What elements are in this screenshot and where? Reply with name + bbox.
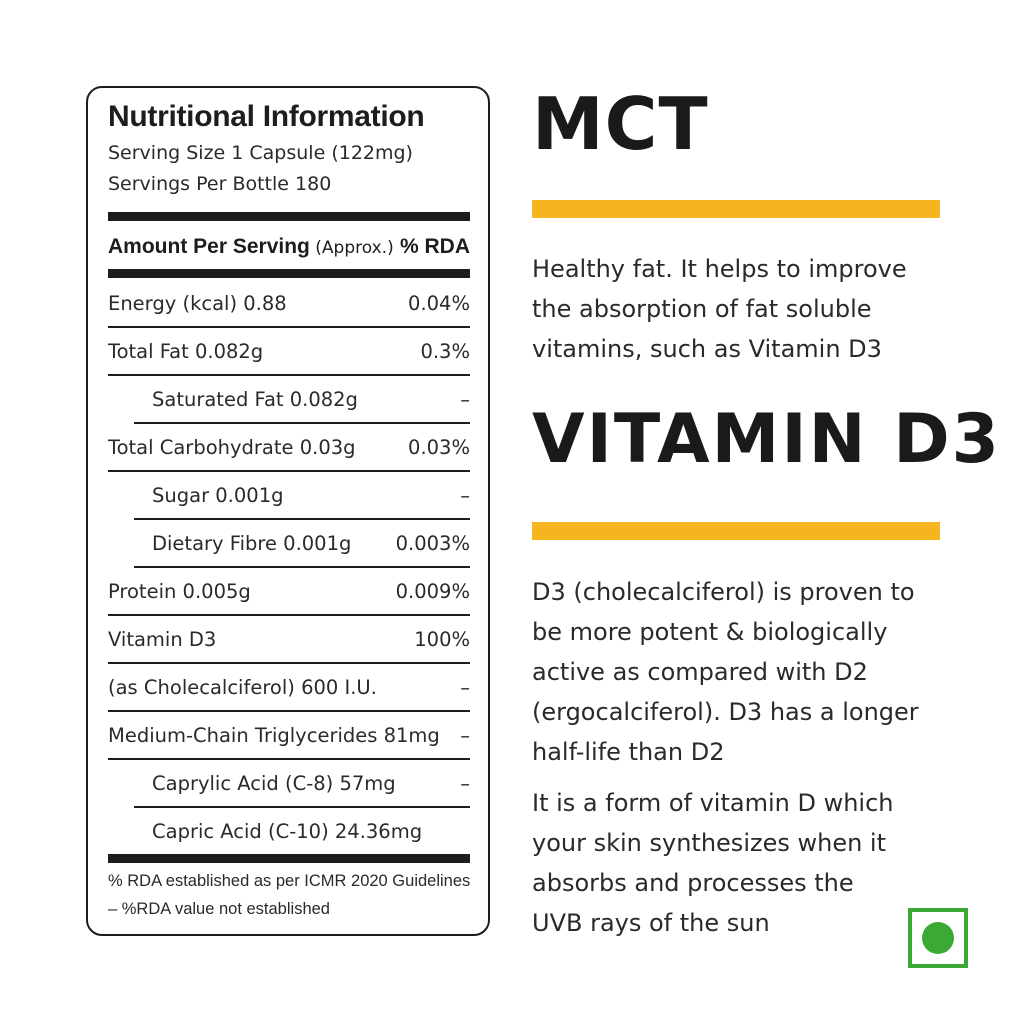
nutrient-label: Energy (kcal) 0.88: [108, 291, 287, 315]
nutrient-row-saturated-fat: [134, 376, 470, 424]
nutrient-rda: –: [460, 723, 470, 747]
nutrient-label: Saturated Fat 0.082g: [152, 387, 358, 411]
mct-heading: MCT: [532, 82, 709, 166]
d3-line: D3 (cholecalciferol) is proven to: [532, 578, 915, 606]
servings-per-bottle: Servings Per Bottle 180: [108, 173, 332, 195]
nutrient-rda: –: [460, 483, 470, 507]
thick-divider-bottom: [108, 854, 470, 863]
mct-accent-bar: [532, 200, 940, 218]
vitamin-d3-heading: VITAMIN D3: [532, 400, 1001, 479]
serving-size: Serving Size 1 Capsule (122mg): [108, 142, 413, 164]
nutrient-row-capric-acid: [134, 808, 470, 854]
nutrient-label: (as Cholecalciferol) 600 I.U.: [108, 675, 377, 699]
d3-line: be more potent & biologically: [532, 618, 888, 646]
nutrient-label: Total Fat 0.082g: [108, 339, 264, 363]
mct-line: the absorption of fat soluble: [532, 295, 872, 323]
nutrient-label: Medium-Chain Triglycerides 81mg: [108, 723, 440, 747]
nutrient-rda: –: [460, 771, 470, 795]
nutrient-label: Capric Acid (C-10) 24.36mg: [152, 819, 423, 843]
footnote-rda-not-established: – %RDA value not established: [108, 900, 330, 918]
nutrient-row-sugar: [134, 472, 470, 520]
nutrient-row-mct: [108, 712, 470, 760]
nutrient-label: Caprylic Acid (C-8) 57mg: [152, 771, 396, 795]
nutrient-rows: [108, 280, 470, 854]
mct-description: [532, 249, 952, 369]
nutrient-row-energy: [108, 280, 470, 328]
nutrient-label: Vitamin D3: [108, 627, 217, 651]
d3-line: half-life than D2: [532, 738, 725, 766]
footnote-rda-guidelines: % RDA established as per ICMR 2020 Guidelines: [108, 872, 471, 890]
header-amount-per-serving: Amount Per Serving: [108, 235, 310, 258]
nutrient-rda: 0.009%: [395, 579, 470, 603]
nutrient-rda: 0.03%: [408, 435, 470, 459]
d3-line: active as compared with D2: [532, 658, 868, 686]
nutrient-label: Protein 0.005g: [108, 579, 251, 603]
nutrition-panel: [86, 86, 490, 936]
d3-line: absorbs and processes the: [532, 869, 854, 897]
nutrient-rda: 0.04%: [408, 291, 470, 315]
nutrient-label: Dietary Fibre 0.001g: [152, 531, 352, 555]
nutrient-row-dietary-fibre: [134, 520, 470, 568]
d3-line: It is a form of vitamin D which: [532, 789, 894, 817]
d3-line: (ergocalciferol). D3 has a longer: [532, 698, 919, 726]
nutrient-row-total-fat: [108, 328, 470, 376]
nutrition-title: Nutritional Information: [108, 100, 425, 133]
d3-line: your skin synthesizes when it: [532, 829, 886, 857]
nutrient-rda: 0.003%: [395, 531, 470, 555]
nutrient-row-protein: [108, 568, 470, 616]
mct-line: vitamins, such as Vitamin D3: [532, 335, 882, 363]
nutrient-label: Total Carbohydrate 0.03g: [108, 435, 356, 459]
nutrient-rda: 0.3%: [420, 339, 470, 363]
d3-line: UVB rays of the sun: [532, 909, 770, 937]
mct-line: Healthy fat. It helps to improve: [532, 255, 907, 283]
nutrient-row-total-carbohydrate: [108, 424, 470, 472]
veg-dot: [922, 922, 954, 954]
nutrient-rda: 100%: [414, 627, 470, 651]
thick-divider-header: [108, 269, 470, 278]
nutrient-row-cholecalciferol: [108, 664, 470, 712]
nutrient-rda: –: [460, 387, 470, 411]
nutrient-row-caprylic-acid: [134, 760, 470, 808]
header-approx: (Approx.): [309, 238, 394, 258]
nutrient-label: Sugar 0.001g: [152, 483, 284, 507]
nutrient-row-vitamin-d3: [108, 616, 470, 664]
vitamin-d3-description: [532, 572, 952, 772]
vitamin-d3-accent-bar: [532, 522, 940, 540]
table-header: [108, 232, 470, 262]
header-rda: % RDA: [399, 235, 470, 258]
veg-symbol-icon: [908, 908, 968, 968]
vitamin-d3-synthesis: [532, 783, 952, 943]
thick-divider-top: [108, 212, 470, 221]
nutrient-rda: –: [460, 675, 470, 699]
